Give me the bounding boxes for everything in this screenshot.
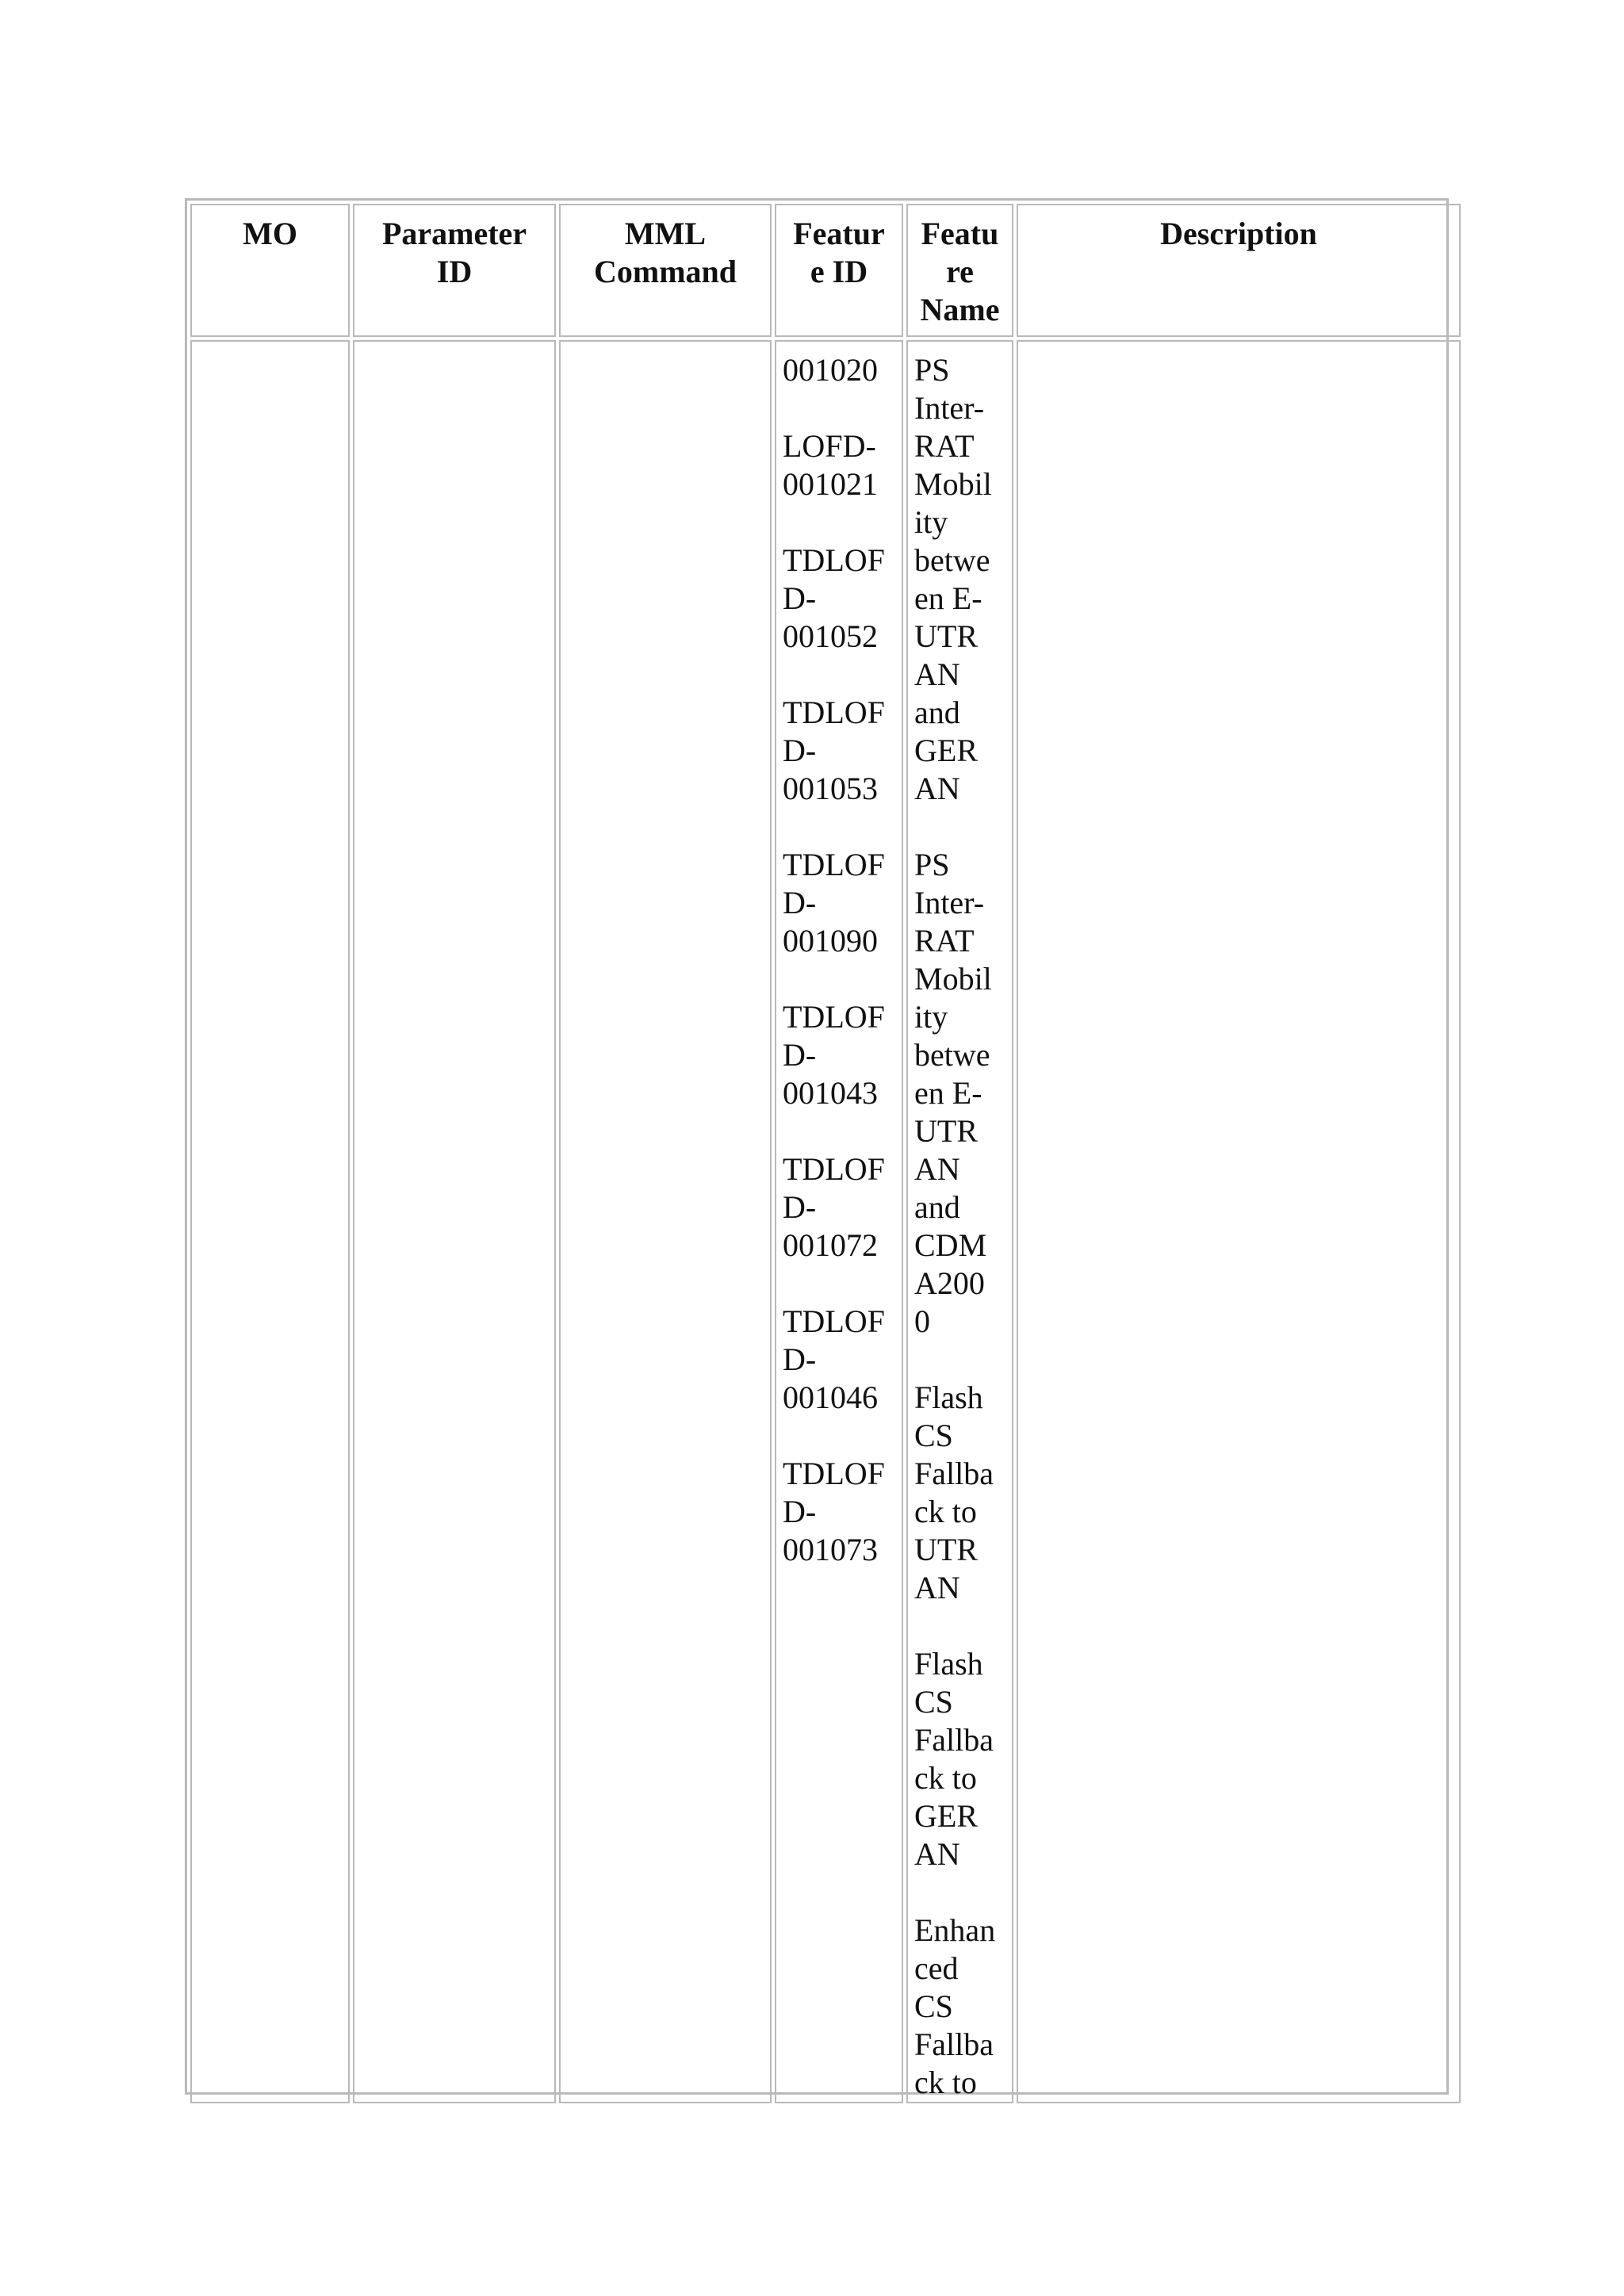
header-feature-id: [775, 204, 903, 337]
text-line: TDLOF: [783, 1151, 885, 1187]
line-gap: [783, 656, 895, 694]
line-gap: [783, 960, 895, 998]
text-line: Flash: [914, 1646, 983, 1682]
text-line: Command: [593, 254, 737, 289]
table-header-row: [190, 204, 1461, 337]
text-line: D-: [783, 580, 817, 616]
text-line: e ID: [810, 254, 868, 289]
text-line: Mobil: [914, 961, 992, 997]
text-line: UTR: [914, 618, 978, 654]
text-line: ity: [914, 504, 948, 540]
text-line: ity: [914, 999, 948, 1035]
text-line: en E-: [914, 1075, 982, 1111]
line-gap: [783, 1112, 895, 1150]
text-line: D-: [783, 733, 817, 768]
text-line: betwe: [914, 542, 990, 578]
text-line: CDM: [914, 1227, 987, 1263]
text-line: UTR: [914, 1532, 978, 1567]
text-line: Flash: [914, 1380, 983, 1415]
text-line: and: [914, 695, 960, 730]
text-line: CS: [914, 1684, 953, 1720]
line-gap: [783, 808, 895, 846]
text-line: D-: [783, 885, 817, 920]
cell-mo: [190, 340, 350, 2103]
line-gap: [914, 1341, 1005, 1379]
cell-description: [1017, 340, 1461, 2103]
text-line: LOFD-: [783, 428, 876, 464]
text-line: ID: [436, 254, 473, 289]
text-line: 001043: [783, 1075, 878, 1111]
line-gap: [783, 1265, 895, 1303]
text-line: Featur: [793, 216, 885, 251]
text-line: TDLOF: [783, 1456, 885, 1491]
line-gap: [914, 1607, 1005, 1645]
text-line: 001090: [783, 923, 878, 959]
text-line: A200: [914, 1265, 985, 1301]
text-line: D-: [783, 1037, 817, 1073]
cell-mml-command: [559, 340, 772, 2103]
line-gap: [914, 1873, 1005, 1911]
text-line: 001053: [783, 771, 878, 806]
text-line: Fallba: [914, 2026, 994, 2062]
text-line: AN: [914, 656, 960, 692]
text-line: ced: [914, 1950, 959, 1986]
text-line: PS: [914, 352, 950, 388]
text-line: AN: [914, 1836, 960, 1872]
text-line: TDLOF: [783, 695, 885, 730]
text-line: MO: [243, 216, 297, 251]
text-line: Featu: [921, 216, 999, 251]
text-line: PS: [914, 847, 950, 882]
text-line: 001072: [783, 1227, 878, 1263]
line-gap: [783, 389, 895, 427]
text-line: RAT: [914, 428, 975, 464]
text-line: ck to: [914, 2064, 977, 2100]
text-line: GER: [914, 733, 978, 768]
text-line: D-: [783, 1189, 817, 1225]
header-feature-name: [906, 204, 1013, 337]
text-line: TDLOF: [783, 1303, 885, 1339]
cell-feature-id: [775, 340, 903, 2103]
text-line: RAT: [914, 923, 975, 959]
text-line: AN: [914, 1570, 960, 1605]
text-line: Inter-: [914, 390, 985, 426]
text-line: MML: [624, 216, 707, 251]
table-row: [190, 340, 1461, 2103]
line-gap: [783, 1417, 895, 1455]
text-line: Description: [1160, 216, 1317, 251]
text-line: CS: [914, 1988, 953, 2024]
text-line: 001020: [783, 352, 878, 388]
text-line: 001021: [783, 466, 878, 502]
parameter-table: [185, 198, 1449, 2100]
text-line: UTR: [914, 1113, 978, 1149]
text-line: TDLOF: [783, 847, 885, 882]
line-gap: [914, 808, 1005, 846]
text-line: AN: [914, 1151, 960, 1187]
text-line: re: [946, 254, 974, 289]
text-line: Enhan: [914, 1912, 996, 1948]
text-line: Mobil: [914, 466, 992, 502]
text-line: and: [914, 1189, 960, 1225]
text-line: 0: [914, 1303, 930, 1339]
text-line: Parameter: [381, 216, 527, 251]
text-line: en E-: [914, 580, 982, 616]
header-parameter-id: [353, 204, 556, 337]
text-line: 001052: [783, 618, 878, 654]
text-line: GER: [914, 1798, 978, 1834]
cell-feature-name: [906, 340, 1013, 2103]
text-line: Fallba: [914, 1456, 994, 1491]
header-description: [1017, 204, 1461, 337]
text-line: ck to: [914, 1760, 977, 1796]
text-line: 001046: [783, 1380, 878, 1415]
text-line: AN: [914, 771, 960, 806]
text-line: Fallba: [914, 1722, 994, 1758]
text-line: CS: [914, 1418, 953, 1453]
text-line: betwe: [914, 1037, 990, 1073]
line-gap: [783, 503, 895, 541]
text-line: TDLOF: [783, 999, 885, 1035]
header-mo: [190, 204, 350, 337]
parameter-table-grid: [187, 201, 1464, 2107]
text-line: D-: [783, 1341, 817, 1377]
cell-parameter-id: [353, 340, 556, 2103]
text-line: ck to: [914, 1494, 977, 1529]
text-line: Name: [920, 292, 1000, 327]
text-line: D-: [783, 1494, 817, 1529]
text-line: TDLOF: [783, 542, 885, 578]
header-mml-command: [559, 204, 772, 337]
text-line: 001073: [783, 1532, 878, 1567]
text-line: Inter-: [914, 885, 985, 920]
